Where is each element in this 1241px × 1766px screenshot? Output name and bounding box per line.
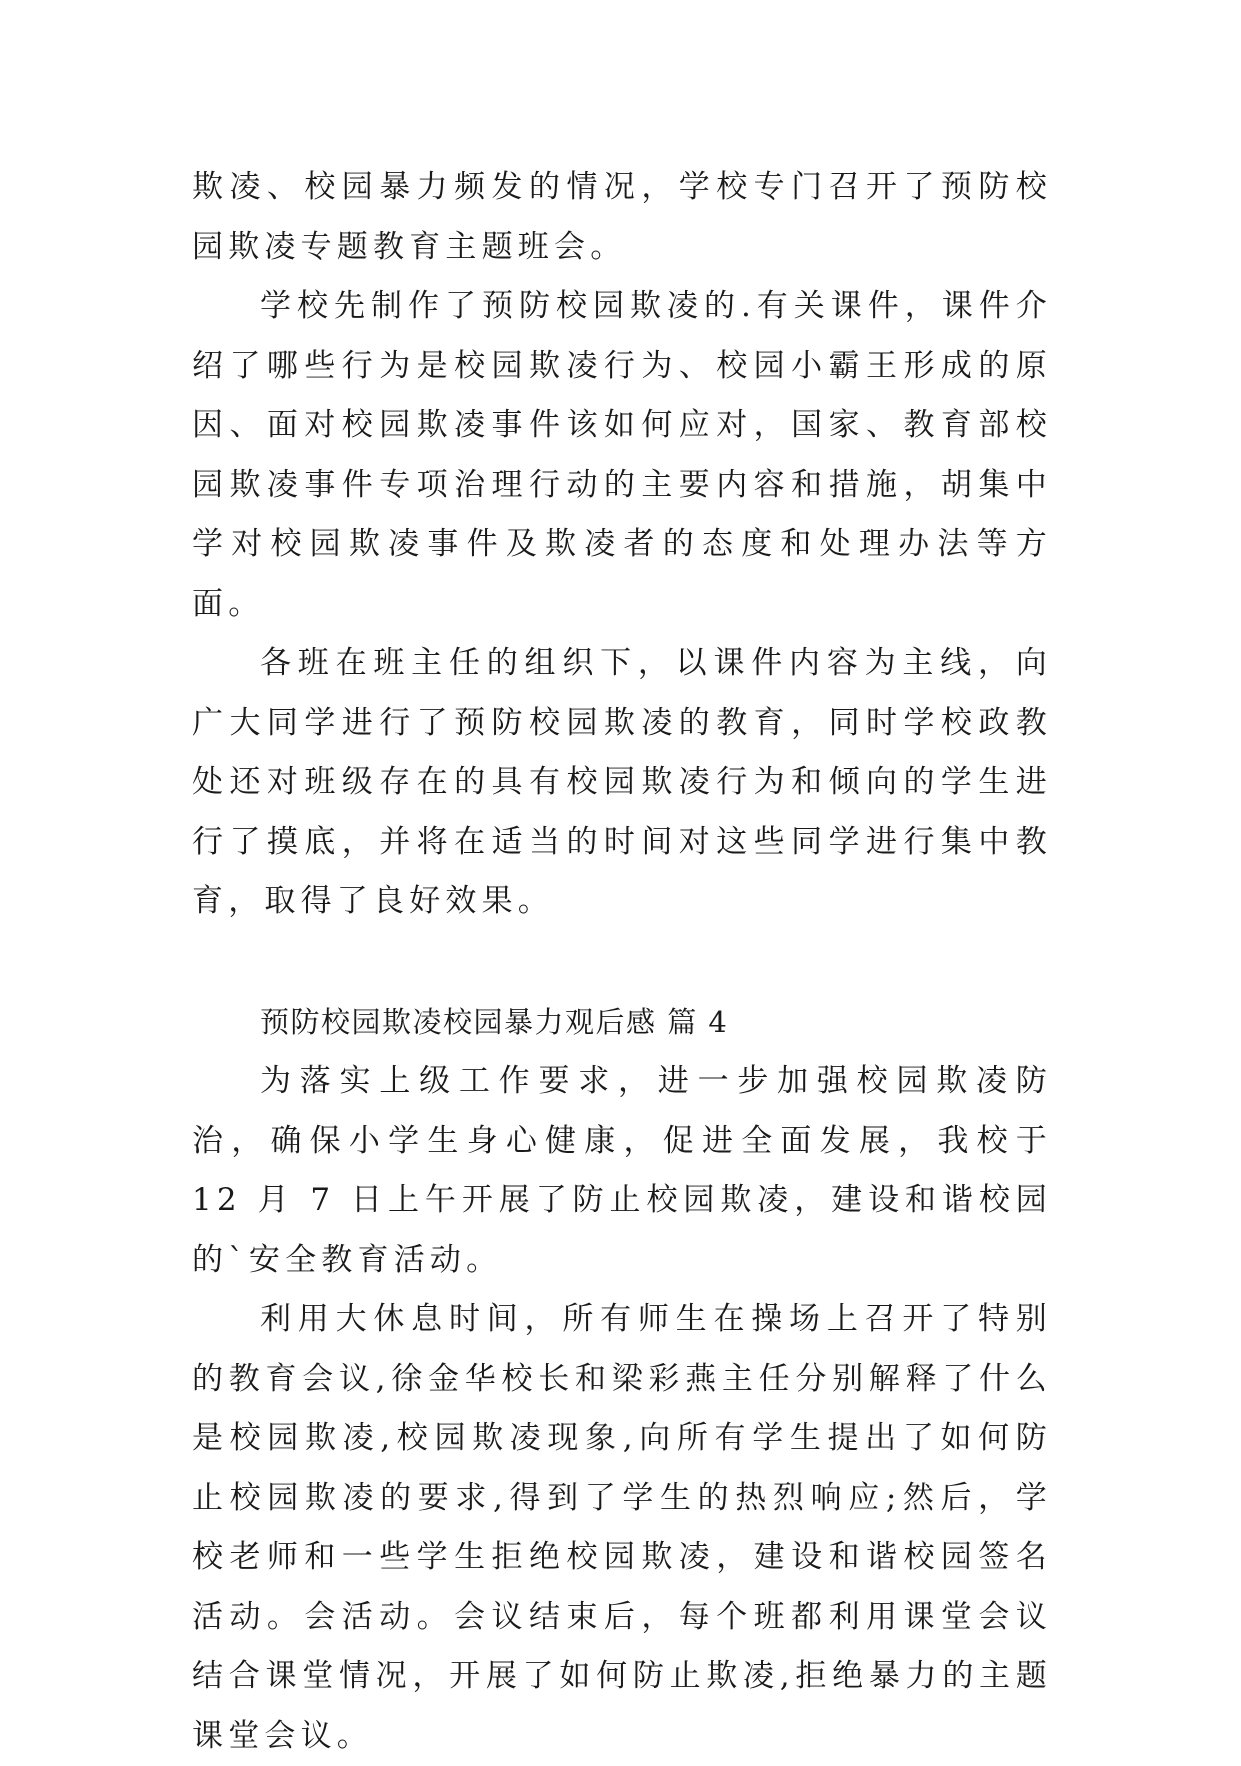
paragraph-assembly: 利用大休息时间，所有师生在操场上召开了特别的教育会议,徐金华校长和梁彩燕主任分别解释了什么是校园欺凌,校园欺凌现象,向所有学生提出了如何防止校园欺凌的要求,得到了学生的热烈响应;然后，学校老师和一些学生拒绝校园欺凌，建设和谐校园签名活动。会活动。会议结束后，每个班都利用课堂会议结合课堂情况，开展了如何防止欺凌,拒绝暴力的主题课堂会议。 xyxy=(192,1301,1052,1754)
paragraph-continuation: 欺凌、校园暴力频发的情况，学校专门召开了预防校园欺凌专题教育主题班会。 xyxy=(192,169,1052,265)
paragraph-class-education: 各班在班主任的组织下，以课件内容为主线，向广大同学进行了预防校园欺凌的教育，同时学校政教处还对班级存在的具有校园欺凌行为和倾向的学生进行了摸底，并将在适当的时间对这些同学进行集中教育，取得了良好效果。 xyxy=(192,645,1052,919)
paragraph-courseware: 学校先制作了预防校园欺凌的.有关课件，课件介绍了哪些行为是校园欺凌行为、校园小霸王形成的原因、面对校园欺凌事件该如何应对，国家、教育部校园欺凌事件专项治理行动的主要内容和措施，胡集中学对校园欺凌事件及欺凌者的态度和处理办法等方面。 xyxy=(192,288,1052,622)
paragraph-activity-intro: 为落实上级工作要求，进一步加强校园欺凌防治，确保小学生身心健康，促进全面发展，我校于 12 月 7 日上午开展了防止校园欺凌，建设和谐校园的`安全教育活动。 xyxy=(192,1063,1052,1278)
section-spacer xyxy=(192,932,1052,993)
section-heading: 预防校园欺凌校园暴力观后感 篇 4 xyxy=(260,1004,729,1039)
document-body xyxy=(192,158,1052,1766)
